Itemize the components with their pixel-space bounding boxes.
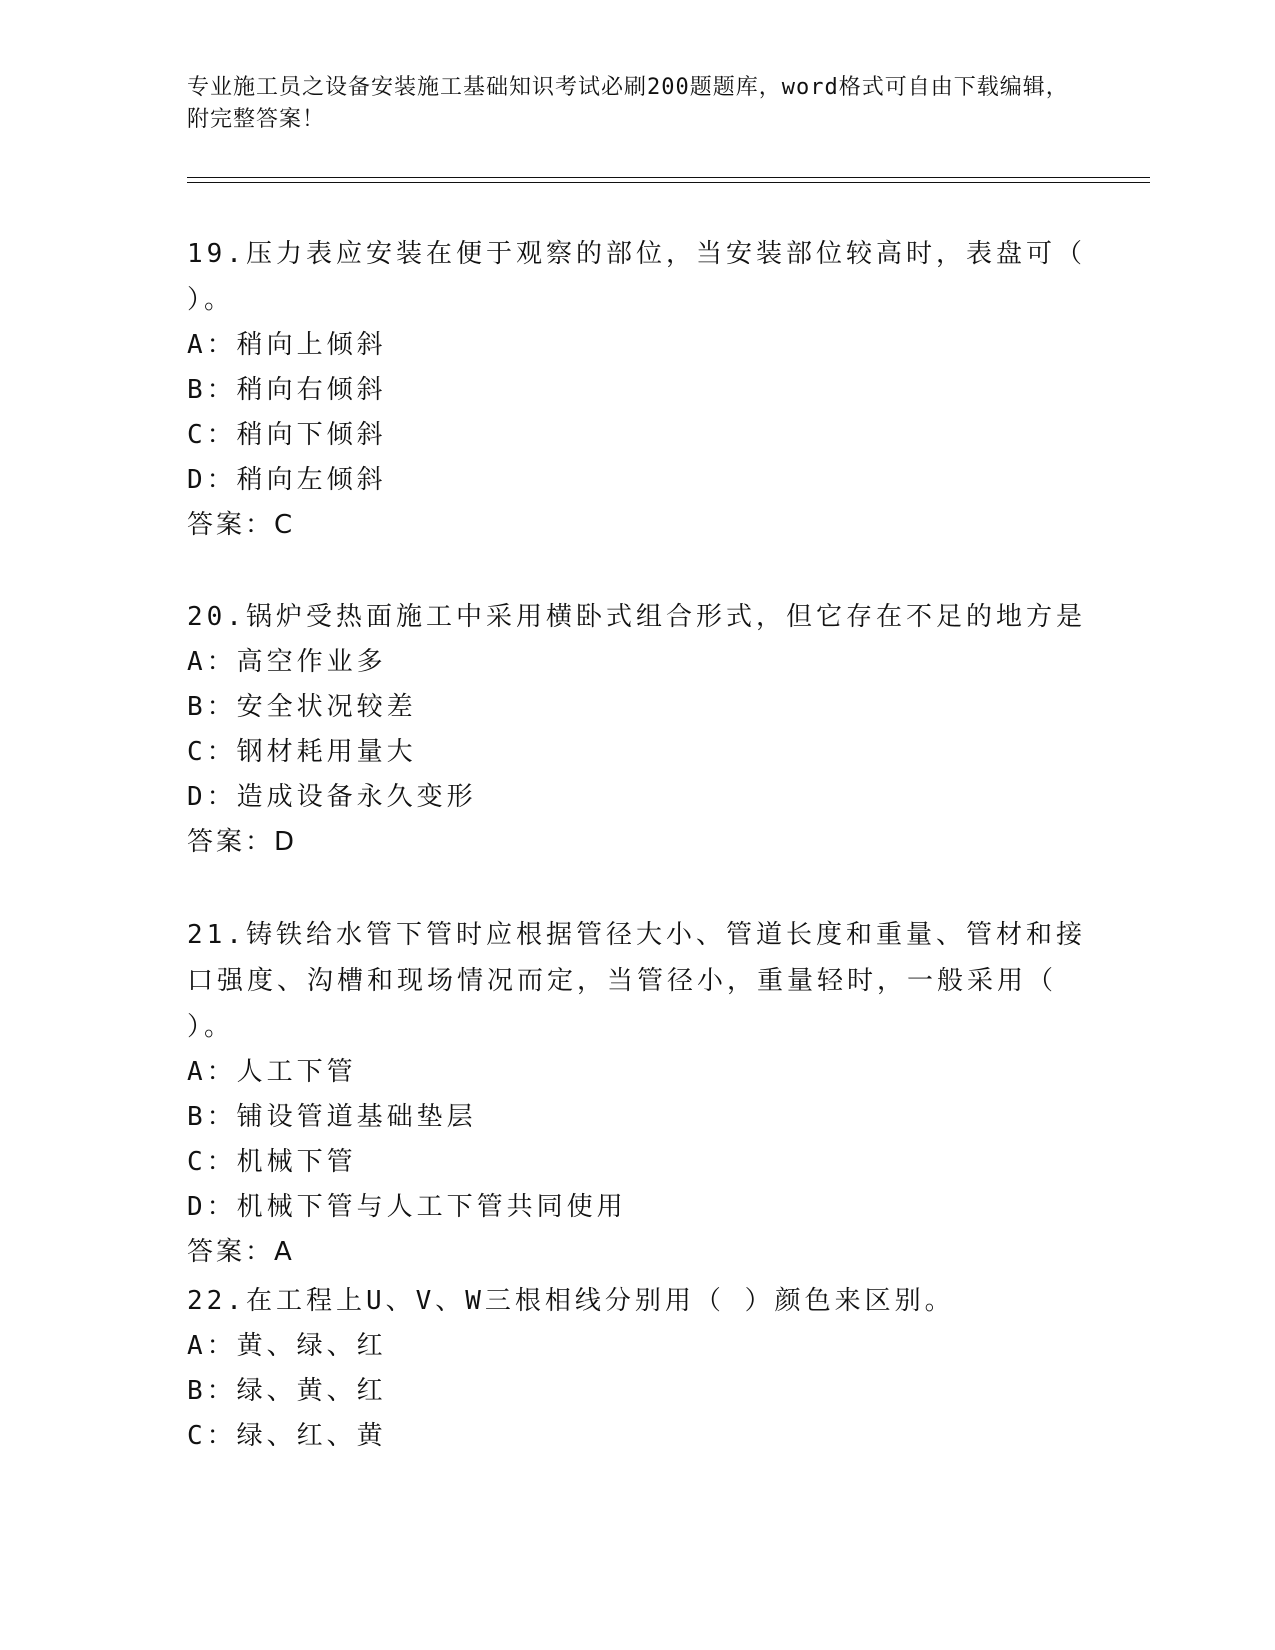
option-d: D：稍向左倾斜 [187,465,387,495]
question-21 [187,912,1087,1275]
header-rule-top [187,177,1150,178]
option-a: A：高空作业多 [187,647,387,677]
question-20 [187,594,1087,865]
option-a: A：稍向上倾斜 [187,330,387,360]
option-b: B：铺设管道基础垫层 [187,1102,477,1132]
question-22 [187,1278,1087,1459]
option-c: C：绿、红、黄 [187,1421,387,1451]
question-text: 20.锅炉受热面施工中采用横卧式组合形式，但它存在不足的地方是 [187,602,1086,632]
option-d: D：机械下管与人工下管共同使用 [187,1192,627,1222]
answer: 答案：A [187,1237,295,1267]
option-c: C：钢材耗用量大 [187,737,417,767]
header-rule-bottom [187,182,1150,183]
answer: 答案：C [187,510,296,540]
option-a: A：黄、绿、红 [187,1331,387,1361]
question-text: 19.压力表应安装在便于观察的部位，当安装部位较高时，表盘可（ ）。 [187,239,1086,315]
question-text: 22.在工程上U、V、W三根相线分别用（ ）颜色来区别。 [187,1286,955,1316]
question-text: 21.铸铁给水管下管时应根据管径大小、管道长度和重量、管材和接口强度、沟槽和现场情况而定，当管径小，重量轻时，一般采用（ ）。 [187,920,1086,1042]
option-c: C：机械下管 [187,1147,357,1177]
option-b: B：安全状况较差 [187,692,417,722]
option-b: B：绿、黄、红 [187,1376,387,1406]
option-a: A：人工下管 [187,1057,357,1087]
option-c: C：稍向下倾斜 [187,420,387,450]
document-header: 专业施工员之设备安装施工基础知识考试必刷200题题库，word格式可自由下载编辑，附完整答案！ [187,75,1069,132]
option-b: B：稍向右倾斜 [187,375,387,405]
question-19 [187,231,1087,548]
answer: 答案：D [187,827,298,857]
option-d: D：造成设备永久变形 [187,782,477,812]
